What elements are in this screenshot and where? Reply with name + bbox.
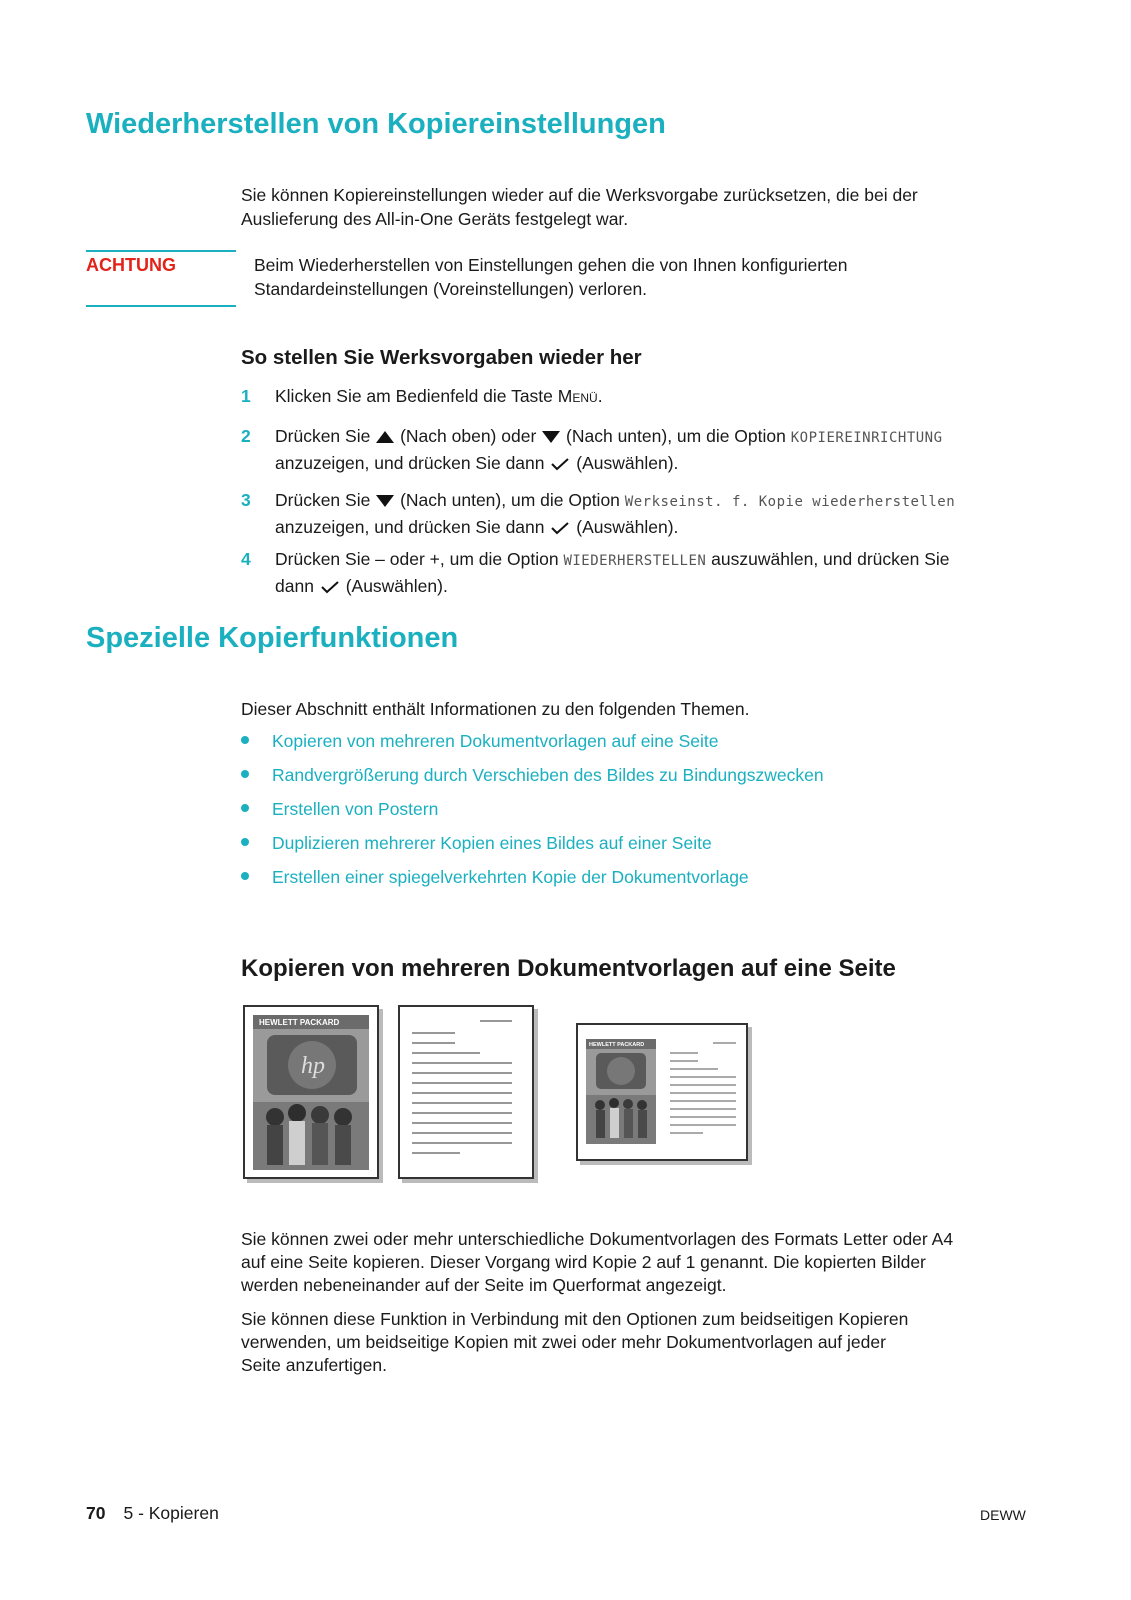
combined-page-illustration: [576, 1023, 748, 1161]
combined-image: [578, 1025, 746, 1159]
step-2: Drücken Sie (Nach oben) oder (Nach unten), um die Option KOPIEREINRICHTUNG anzuzeigen, und drücken Sie dann (Auswählen).: [275, 426, 943, 473]
step-1: Klicken Sie am Bedienfeld die Taste Menü.: [275, 386, 603, 406]
footer-code: DEWW: [980, 1507, 1026, 1523]
checkmark-icon: [549, 456, 571, 472]
bullet-icon: [241, 838, 249, 846]
menu-key-label: Menü: [557, 386, 598, 406]
option-name: KOPIEREINRICHTUNG: [790, 430, 943, 446]
chapter-label: 5 - Kopieren: [123, 1503, 219, 1523]
up-arrow-icon: [375, 430, 395, 444]
2in1-paragraph-1: Sie können zwei oder mehr unterschiedliche Dokumentvorlagen des Formats Letter oder A4 auf eine Seite kopieren. Dieser Vorgang wird Kopie 2 auf 1 genannt. Die kopierten Bilder werden nebeneinander auf der Seite im Querformat angezeigt.: [241, 1229, 954, 1295]
down-arrow-icon: [541, 430, 561, 444]
page-number: 70: [86, 1503, 106, 1523]
restore-subheading: So stellen Sie Werksvorgaben wieder her: [241, 346, 642, 369]
list-item[interactable]: [241, 867, 749, 888]
topic-link[interactable]: Randvergrößerung durch Verschieben des Bildes zu Bindungszwecken: [272, 765, 824, 785]
text-lines-image: [400, 1007, 532, 1177]
caution-rule-top: [86, 250, 236, 252]
bullet-icon: [241, 804, 249, 812]
list-item[interactable]: [241, 833, 712, 854]
svg-text:hp: hp: [301, 1053, 325, 1079]
section-title-restore: Wiederherstellen von Kopiereinstellungen: [86, 108, 666, 140]
step-3: Drücken Sie (Nach unten), um die Option Werkseinst. f. Kopie wiederherstellen anzuzeigen, und drücken Sie dann (Auswählen).: [275, 490, 956, 537]
list-item[interactable]: [241, 799, 438, 820]
page-footer-left: [86, 1503, 219, 1524]
topic-link[interactable]: Kopieren von mehreren Dokumentvorlagen auf eine Seite: [272, 731, 719, 751]
section-title-2in1: Kopieren von mehreren Dokumentvorlagen auf eine Seite: [241, 955, 896, 982]
caution-label: ACHTUNG: [86, 255, 176, 275]
step-number: 3: [241, 490, 251, 510]
step-number: 1: [241, 386, 251, 406]
bullet-icon: [241, 736, 249, 744]
bullet-icon: [241, 770, 249, 778]
topic-link[interactable]: Erstellen einer spiegelverkehrten Kopie der Dokumentvorlage: [272, 867, 749, 887]
restore-intro: Sie können Kopiereinstellungen wieder auf die Werksvorgabe zurücksetzen, die bei der Auslieferung des All-in-One Geräts festgelegt war.: [241, 185, 918, 229]
step-number: 4: [241, 549, 251, 569]
caution-text: Beim Wiederherstellen von Einstellungen gehen die von Ihnen konfigurierten Standardeinstellungen (Voreinstellungen) verloren.: [254, 255, 848, 299]
step-number: 2: [241, 426, 251, 446]
down-arrow-icon: [375, 494, 395, 508]
checkmark-icon: [319, 579, 341, 595]
list-item[interactable]: [241, 731, 719, 752]
2in1-paragraph-2: Sie können diese Funktion in Verbindung mit den Optionen zum beidseitigen Kopieren verwenden, um beidseitige Kopien mit zwei oder mehr Dokumentvorlagen auf jeder Seite anzufertigen.: [241, 1309, 909, 1375]
svg-text:HEWLETT PACKARD: HEWLETT PACKARD: [259, 1018, 340, 1027]
svg-text:HEWLETT PACKARD: HEWLETT PACKARD: [589, 1042, 645, 1048]
photo-image: [245, 1007, 377, 1177]
option-name: WIEDERHERSTELLEN: [563, 553, 707, 569]
photo-page-illustration: [243, 1005, 379, 1179]
bullet-icon: [241, 872, 249, 880]
checkmark-icon: [549, 520, 571, 536]
text-page-illustration: [398, 1005, 534, 1179]
option-name: Werkseinst. f. Kopie wiederherstellen: [624, 494, 956, 510]
section-title-special: Spezielle Kopierfunktionen: [86, 622, 459, 654]
topic-link[interactable]: Erstellen von Postern: [272, 799, 439, 819]
caution-rule-bottom: [86, 305, 236, 307]
list-item[interactable]: [241, 765, 824, 786]
step-4: Drücken Sie – oder +, um die Option WIEDERHERSTELLEN auszuwählen, und drücken Sie dann (Auswählen).: [275, 549, 950, 596]
special-intro: Dieser Abschnitt enthält Informationen zu den folgenden Themen.: [241, 699, 750, 719]
topic-link[interactable]: Duplizieren mehrerer Kopien eines Bildes auf einer Seite: [272, 833, 712, 853]
